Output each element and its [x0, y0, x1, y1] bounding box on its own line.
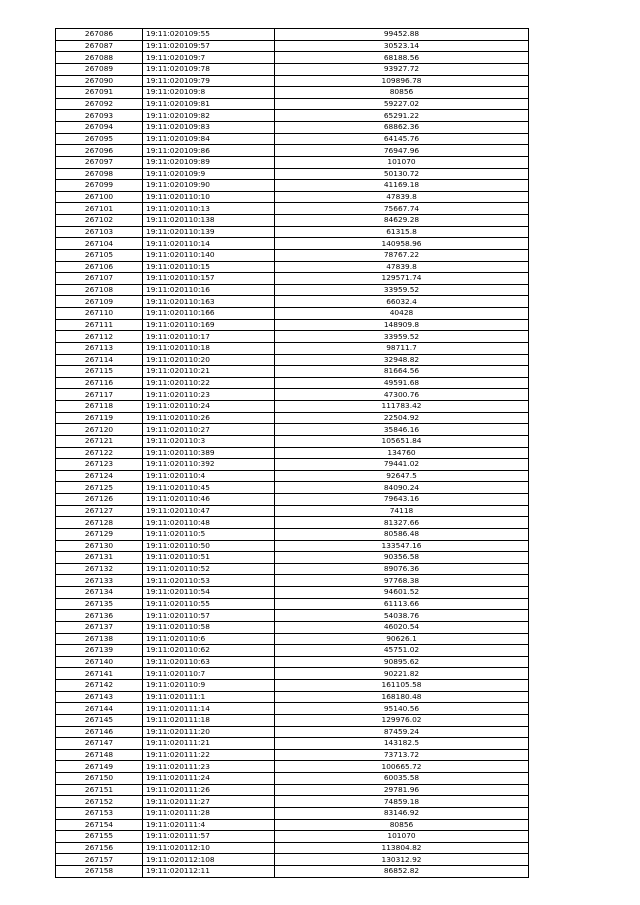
cadastral-number-cell: 19:11:020111:20: [143, 726, 275, 738]
table-row: [56, 435, 529, 447]
cadastral-number-cell: 19:11:020110:13: [143, 203, 275, 215]
cadastral-number-cell: 19:11:020110:52: [143, 563, 275, 575]
row-id-cell: 267155: [56, 831, 143, 843]
row-id-cell: 267114: [56, 354, 143, 366]
value-cell: 80586.48: [275, 528, 529, 540]
value-cell: 111783.42: [275, 401, 529, 413]
value-cell: 109896.78: [275, 75, 529, 87]
table-row: [56, 575, 529, 587]
cadastral-number-cell: 19:11:020111:23: [143, 761, 275, 773]
table-row: [56, 52, 529, 64]
value-cell: 90221.82: [275, 668, 529, 680]
cadastral-number-cell: 19:11:020110:55: [143, 598, 275, 610]
table-row: [56, 354, 529, 366]
table-row: [56, 226, 529, 238]
row-id-cell: 267095: [56, 133, 143, 145]
cadastral-number-cell: 19:11:020111:21: [143, 738, 275, 750]
table-row: [56, 238, 529, 250]
value-cell: 80856: [275, 819, 529, 831]
value-cell: 168180.48: [275, 691, 529, 703]
row-id-cell: 267093: [56, 110, 143, 122]
row-id-cell: 267109: [56, 296, 143, 308]
row-id-cell: 267145: [56, 714, 143, 726]
value-cell: 94601.52: [275, 587, 529, 599]
row-id-cell: 267089: [56, 63, 143, 75]
value-cell: 99452.88: [275, 29, 529, 41]
value-cell: 92647.5: [275, 470, 529, 482]
value-cell: 83146.92: [275, 807, 529, 819]
table-row: [56, 691, 529, 703]
table-row: [56, 63, 529, 75]
value-cell: 50130.72: [275, 168, 529, 180]
row-id-cell: 267110: [56, 308, 143, 320]
cadastral-number-cell: 19:11:020109:9: [143, 168, 275, 180]
cadastral-number-cell: 19:11:020109:83: [143, 122, 275, 134]
table-row: [56, 389, 529, 401]
row-id-cell: 267154: [56, 819, 143, 831]
row-id-cell: 267127: [56, 505, 143, 517]
cadastral-number-cell: 19:11:020109:57: [143, 40, 275, 52]
row-id-cell: 267129: [56, 528, 143, 540]
cadastral-number-cell: 19:11:020109:8: [143, 87, 275, 99]
table-row: [56, 854, 529, 866]
row-id-cell: 267148: [56, 749, 143, 761]
value-cell: 47300.76: [275, 389, 529, 401]
value-cell: 66032.4: [275, 296, 529, 308]
table-row: [56, 180, 529, 192]
table-row: [56, 377, 529, 389]
table-row: [56, 621, 529, 633]
cadastral-number-cell: 19:11:020109:82: [143, 110, 275, 122]
row-id-cell: 267118: [56, 401, 143, 413]
cadastral-number-cell: 19:11:020110:53: [143, 575, 275, 587]
cadastral-number-cell: 19:11:020109:90: [143, 180, 275, 192]
row-id-cell: 267103: [56, 226, 143, 238]
value-cell: 84090.24: [275, 482, 529, 494]
value-cell: 78767.22: [275, 249, 529, 261]
row-id-cell: 267133: [56, 575, 143, 587]
table-row: [56, 656, 529, 668]
table-row: [56, 726, 529, 738]
value-cell: 33959.52: [275, 284, 529, 296]
table-row: [56, 308, 529, 320]
table-row: [56, 29, 529, 41]
cadastral-number-cell: 19:11:020110:163: [143, 296, 275, 308]
cadastral-number-cell: 19:11:020109:81: [143, 98, 275, 110]
value-cell: 134760: [275, 447, 529, 459]
row-id-cell: 267138: [56, 633, 143, 645]
value-cell: 105651.84: [275, 435, 529, 447]
cadastral-number-cell: 19:11:020112:11: [143, 866, 275, 878]
row-id-cell: 267096: [56, 145, 143, 157]
value-cell: 76947.96: [275, 145, 529, 157]
value-cell: 75667.74: [275, 203, 529, 215]
row-id-cell: 267136: [56, 610, 143, 622]
row-id-cell: 267119: [56, 412, 143, 424]
table-row: [56, 98, 529, 110]
row-id-cell: 267102: [56, 215, 143, 227]
table-body: [56, 29, 529, 878]
table-row: [56, 482, 529, 494]
table-row: [56, 401, 529, 413]
cadastral-number-cell: 19:11:020111:4: [143, 819, 275, 831]
table-row: [56, 122, 529, 134]
table-row: [56, 703, 529, 715]
row-id-cell: 267123: [56, 459, 143, 471]
cadastral-number-cell: 19:11:020111:1: [143, 691, 275, 703]
table-row: [56, 366, 529, 378]
cadastral-number-cell: 19:11:020110:47: [143, 505, 275, 517]
table-row: [56, 831, 529, 843]
cadastral-number-cell: 19:11:020110:166: [143, 308, 275, 320]
cadastral-number-cell: 19:11:020110:5: [143, 528, 275, 540]
table-row: [56, 540, 529, 552]
cadastral-number-cell: 19:11:020110:63: [143, 656, 275, 668]
row-id-cell: 267132: [56, 563, 143, 575]
table-row: [56, 331, 529, 343]
cadastral-number-cell: 19:11:020110:3: [143, 435, 275, 447]
cadastral-number-cell: 19:11:020112:10: [143, 842, 275, 854]
row-id-cell: 267131: [56, 552, 143, 564]
value-cell: 54038.76: [275, 610, 529, 622]
value-cell: 97768.38: [275, 575, 529, 587]
value-cell: 101070: [275, 156, 529, 168]
cadastral-number-cell: 19:11:020110:50: [143, 540, 275, 552]
row-id-cell: 267098: [56, 168, 143, 180]
cadastral-number-cell: 19:11:020110:45: [143, 482, 275, 494]
table-row: [56, 284, 529, 296]
cadastral-number-cell: 19:11:020111:26: [143, 784, 275, 796]
cadastral-number-cell: 19:11:020111:28: [143, 807, 275, 819]
value-cell: 140958.96: [275, 238, 529, 250]
table-row: [56, 680, 529, 692]
table-row: [56, 749, 529, 761]
row-id-cell: 267121: [56, 435, 143, 447]
table-row: [56, 587, 529, 599]
table-row: [56, 645, 529, 657]
row-id-cell: 267130: [56, 540, 143, 552]
value-cell: 90895.62: [275, 656, 529, 668]
value-cell: 100665.72: [275, 761, 529, 773]
cadastral-number-cell: 19:11:020110:10: [143, 191, 275, 203]
table-row: [56, 145, 529, 157]
table-row: [56, 494, 529, 506]
table-row: [56, 133, 529, 145]
row-id-cell: 267087: [56, 40, 143, 52]
row-id-cell: 267147: [56, 738, 143, 750]
row-id-cell: 267142: [56, 680, 143, 692]
value-cell: 93927.72: [275, 63, 529, 75]
row-id-cell: 267146: [56, 726, 143, 738]
table-row: [56, 110, 529, 122]
value-cell: 64145.76: [275, 133, 529, 145]
cadastral-number-cell: 19:11:020110:157: [143, 273, 275, 285]
table-row: [56, 40, 529, 52]
cadastral-number-cell: 19:11:020109:78: [143, 63, 275, 75]
value-cell: 30523.14: [275, 40, 529, 52]
cadastral-number-cell: 19:11:020111:18: [143, 714, 275, 726]
row-id-cell: 267143: [56, 691, 143, 703]
row-id-cell: 267091: [56, 87, 143, 99]
value-cell: 113804.82: [275, 842, 529, 854]
row-id-cell: 267105: [56, 249, 143, 261]
table-row: [56, 633, 529, 645]
value-cell: 87459.24: [275, 726, 529, 738]
row-id-cell: 267108: [56, 284, 143, 296]
cadastral-number-cell: 19:11:020109:79: [143, 75, 275, 87]
table-row: [56, 842, 529, 854]
value-cell: 161105.58: [275, 680, 529, 692]
row-id-cell: 267092: [56, 98, 143, 110]
value-cell: 90356.58: [275, 552, 529, 564]
value-cell: 47839.8: [275, 191, 529, 203]
table-row: [56, 156, 529, 168]
table-row: [56, 668, 529, 680]
table-row: [56, 215, 529, 227]
table-row: [56, 319, 529, 331]
row-id-cell: 267107: [56, 273, 143, 285]
row-id-cell: 267141: [56, 668, 143, 680]
cadastral-number-cell: 19:11:020111:22: [143, 749, 275, 761]
value-cell: 61315.8: [275, 226, 529, 238]
cadastral-number-cell: 19:11:020110:24: [143, 401, 275, 413]
table-row: [56, 168, 529, 180]
row-id-cell: 267104: [56, 238, 143, 250]
row-id-cell: 267090: [56, 75, 143, 87]
value-cell: 86852.82: [275, 866, 529, 878]
table-row: [56, 296, 529, 308]
row-id-cell: 267086: [56, 29, 143, 41]
row-id-cell: 267088: [56, 52, 143, 64]
value-cell: 59227.02: [275, 98, 529, 110]
cadastral-number-cell: 19:11:020110:26: [143, 412, 275, 424]
cadastral-number-cell: 19:11:020110:18: [143, 342, 275, 354]
cadastral-number-cell: 19:11:020109:7: [143, 52, 275, 64]
value-cell: 130312.92: [275, 854, 529, 866]
row-id-cell: 267139: [56, 645, 143, 657]
table-row: [56, 714, 529, 726]
table-row: [56, 784, 529, 796]
cadastral-number-cell: 19:11:020110:16: [143, 284, 275, 296]
cadastral-number-cell: 19:11:020110:21: [143, 366, 275, 378]
row-id-cell: 267149: [56, 761, 143, 773]
row-id-cell: 267126: [56, 494, 143, 506]
value-cell: 60035.58: [275, 773, 529, 785]
cadastral-number-cell: 19:11:020110:14: [143, 238, 275, 250]
value-cell: 65291.22: [275, 110, 529, 122]
cadastral-number-cell: 19:11:020109:89: [143, 156, 275, 168]
table-row: [56, 610, 529, 622]
row-id-cell: 267116: [56, 377, 143, 389]
table-row: [56, 75, 529, 87]
value-cell: 74118: [275, 505, 529, 517]
cadastral-number-cell: 19:11:020110:58: [143, 621, 275, 633]
value-cell: 68862.36: [275, 122, 529, 134]
table-row: [56, 191, 529, 203]
value-cell: 81327.66: [275, 517, 529, 529]
table-row: [56, 773, 529, 785]
cadastral-number-cell: 19:11:020110:46: [143, 494, 275, 506]
value-cell: 129976.02: [275, 714, 529, 726]
value-cell: 73713.72: [275, 749, 529, 761]
cadastral-number-cell: 19:11:020110:57: [143, 610, 275, 622]
table-row: [56, 424, 529, 436]
value-cell: 98711.7: [275, 342, 529, 354]
cadastral-number-cell: 19:11:020110:15: [143, 261, 275, 273]
table-row: [56, 738, 529, 750]
cadastral-number-cell: 19:11:020110:48: [143, 517, 275, 529]
row-id-cell: 267124: [56, 470, 143, 482]
value-cell: 40428: [275, 308, 529, 320]
value-cell: 95140.56: [275, 703, 529, 715]
row-id-cell: 267153: [56, 807, 143, 819]
cadastral-number-cell: 19:11:020110:23: [143, 389, 275, 401]
value-cell: 68188.56: [275, 52, 529, 64]
value-cell: 84629.28: [275, 215, 529, 227]
row-id-cell: 267151: [56, 784, 143, 796]
cadastral-number-cell: 19:11:020110:140: [143, 249, 275, 261]
table-row: [56, 470, 529, 482]
table-row: [56, 203, 529, 215]
table-row: [56, 261, 529, 273]
cadastral-number-cell: 19:11:020110:4: [143, 470, 275, 482]
row-id-cell: 267158: [56, 866, 143, 878]
row-id-cell: 267134: [56, 587, 143, 599]
table-row: [56, 249, 529, 261]
row-id-cell: 267144: [56, 703, 143, 715]
cadastral-number-cell: 19:11:020110:7: [143, 668, 275, 680]
table-row: [56, 342, 529, 354]
cadastral-number-cell: 19:11:020111:27: [143, 796, 275, 808]
row-id-cell: 267120: [56, 424, 143, 436]
value-cell: 61113.66: [275, 598, 529, 610]
row-id-cell: 267152: [56, 796, 143, 808]
table-row: [56, 412, 529, 424]
value-cell: 133547.16: [275, 540, 529, 552]
row-id-cell: 267128: [56, 517, 143, 529]
data-table: [55, 28, 529, 878]
row-id-cell: 267101: [56, 203, 143, 215]
table-row: [56, 505, 529, 517]
row-id-cell: 267099: [56, 180, 143, 192]
cadastral-number-cell: 19:11:020110:51: [143, 552, 275, 564]
value-cell: 41169.18: [275, 180, 529, 192]
row-id-cell: 267156: [56, 842, 143, 854]
row-id-cell: 267112: [56, 331, 143, 343]
cadastral-number-cell: 19:11:020109:55: [143, 29, 275, 41]
value-cell: 101070: [275, 831, 529, 843]
row-id-cell: 267157: [56, 854, 143, 866]
table-row: [56, 807, 529, 819]
row-id-cell: 267111: [56, 319, 143, 331]
cadastral-number-cell: 19:11:020109:86: [143, 145, 275, 157]
row-id-cell: 267100: [56, 191, 143, 203]
value-cell: 46020.54: [275, 621, 529, 633]
cadastral-number-cell: 19:11:020110:138: [143, 215, 275, 227]
row-id-cell: 267135: [56, 598, 143, 610]
row-id-cell: 267106: [56, 261, 143, 273]
cadastral-number-cell: 19:11:020111:24: [143, 773, 275, 785]
table-row: [56, 552, 529, 564]
value-cell: 89076.36: [275, 563, 529, 575]
value-cell: 32948.82: [275, 354, 529, 366]
cadastral-number-cell: 19:11:020110:20: [143, 354, 275, 366]
cadastral-number-cell: 19:11:020111:57: [143, 831, 275, 843]
row-id-cell: 267140: [56, 656, 143, 668]
value-cell: 143182.5: [275, 738, 529, 750]
cadastral-number-cell: 19:11:020110:62: [143, 645, 275, 657]
table-row: [56, 598, 529, 610]
value-cell: 81664.56: [275, 366, 529, 378]
cadastral-number-cell: 19:11:020110:6: [143, 633, 275, 645]
row-id-cell: 267115: [56, 366, 143, 378]
row-id-cell: 267113: [56, 342, 143, 354]
value-cell: 79643.16: [275, 494, 529, 506]
cadastral-number-cell: 19:11:020110:169: [143, 319, 275, 331]
row-id-cell: 267097: [56, 156, 143, 168]
table-row: [56, 866, 529, 878]
cadastral-number-cell: 19:11:020110:27: [143, 424, 275, 436]
value-cell: 79441.02: [275, 459, 529, 471]
value-cell: 129571.74: [275, 273, 529, 285]
row-id-cell: 267125: [56, 482, 143, 494]
value-cell: 49591.68: [275, 377, 529, 389]
table-row: [56, 819, 529, 831]
value-cell: 47839.8: [275, 261, 529, 273]
table-row: [56, 528, 529, 540]
cadastral-number-cell: 19:11:020110:54: [143, 587, 275, 599]
cadastral-number-cell: 19:11:020110:389: [143, 447, 275, 459]
cadastral-number-cell: 19:11:020110:17: [143, 331, 275, 343]
value-cell: 35846.16: [275, 424, 529, 436]
row-id-cell: 267122: [56, 447, 143, 459]
table-row: [56, 87, 529, 99]
value-cell: 45751.02: [275, 645, 529, 657]
row-id-cell: 267150: [56, 773, 143, 785]
cadastral-number-cell: 19:11:020110:139: [143, 226, 275, 238]
value-cell: 29781.96: [275, 784, 529, 796]
table-row: [56, 447, 529, 459]
cadastral-number-cell: 19:11:020112:108: [143, 854, 275, 866]
cadastral-number-cell: 19:11:020109:84: [143, 133, 275, 145]
table-row: [56, 273, 529, 285]
value-cell: 22504.92: [275, 412, 529, 424]
value-cell: 80856: [275, 87, 529, 99]
cadastral-number-cell: 19:11:020111:14: [143, 703, 275, 715]
table-row: [56, 459, 529, 471]
row-id-cell: 267137: [56, 621, 143, 633]
value-cell: 74859.18: [275, 796, 529, 808]
cadastral-number-cell: 19:11:020110:9: [143, 680, 275, 692]
table-row: [56, 517, 529, 529]
cadastral-number-cell: 19:11:020110:22: [143, 377, 275, 389]
value-cell: 90626.1: [275, 633, 529, 645]
row-id-cell: 267094: [56, 122, 143, 134]
cadastral-number-cell: 19:11:020110:392: [143, 459, 275, 471]
table-row: [56, 796, 529, 808]
row-id-cell: 267117: [56, 389, 143, 401]
table-row: [56, 563, 529, 575]
value-cell: 148909.8: [275, 319, 529, 331]
table-row: [56, 761, 529, 773]
value-cell: 33959.52: [275, 331, 529, 343]
